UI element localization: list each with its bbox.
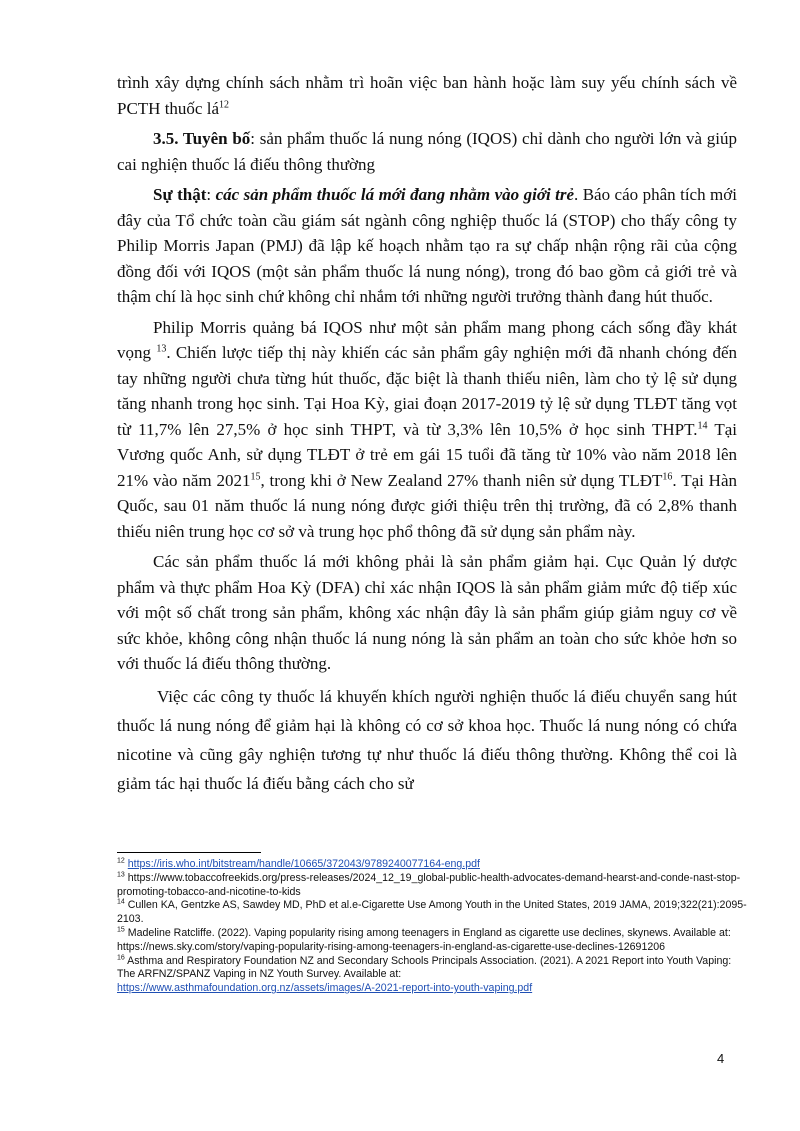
paragraph-6: Việc các công ty thuốc lá khuyến khích người nghiện thuốc lá điếu chuyển sang hút thuốc lá nung nóng để giảm hại là không có cơ sở khoa học. Thuốc lá nung nóng có chứa nicotine và cũng gây nghiện tương tự như thuốc lá điếu thông thường. Không thể coi là giảm tác hại thuốc lá điếu bằng cách cho sử [117, 686, 737, 793]
footnote-ref-15[interactable]: 15 [250, 470, 261, 482]
fact-label: Sự thật [153, 185, 207, 204]
footnote-ref-13[interactable]: 13 [156, 343, 167, 355]
footnote-text: Madeline Ratcliffe. (2022). Vaping popularity rising among teenagers in England as cigarette use declines, skynews. Available at: https://news.sky.com/story/vaping-popularity-rising-among-teenagers-in-england-as-cigarette-use-declines-12691206 [117, 926, 731, 953]
footnote-14 [117, 899, 747, 927]
claim-text: : sản phẩm thuốc lá nung nóng (IQOS) chỉ dành cho người lớn và giúp cai nghiện thuốc lá điếu thông thường [117, 129, 737, 174]
page-number: 4 [717, 1051, 725, 1066]
paragraph-2 [117, 126, 737, 177]
footnote-link[interactable]: https://www.asthmafoundation.org.nz/assets/images/A-2021-report-into-youth-vaping.pdf [117, 982, 533, 995]
footnote-number: 16 [117, 954, 125, 962]
footnotes [117, 858, 747, 996]
paragraph-4-part-a: Philip Morris quảng bá IQOS như một sản phẩm mang phong cách sống đầy khát vọng [117, 317, 737, 362]
footnote-ref-12[interactable]: 12 [219, 98, 229, 110]
footnote-number: 13 [117, 871, 125, 879]
footnote-12 [117, 858, 747, 872]
paragraph-4-part-d: , trong khi ở New Zealand 27% thanh niên sử dụng TLĐT [260, 470, 663, 490]
paragraph-3 [117, 182, 737, 310]
fact-emphasis: các sản phẩm thuốc lá mới đang nhằm vào giới trẻ [215, 185, 575, 204]
footnote-ref-16[interactable]: 16 [662, 470, 673, 482]
footnote-divider [117, 852, 261, 853]
paragraph-4 [117, 315, 737, 545]
paragraph-4-part-e: . Tại Hàn Quốc, sau 01 năm thuốc lá nung nóng được giới thiệu trên thị trường, đã có 2,8% thanh thiếu niên trung học cơ sở và trung học phổ thông đã sử dụng sản phẩm này. [117, 470, 737, 541]
footnote-number: 15 [117, 926, 125, 934]
paragraph-1-text: trình xây dựng chính sách nhằm trì hoãn việc ban hành hoặc làm suy yếu chính sách về PCTH thuốc lá [117, 73, 737, 118]
footnote-text: https://www.tobaccofreekids.org/press-releases/2024_12_19_global-public-health-advocates-demand-hearst-and-conde-nast-stop-promoting-tobacco-and-nicotine-to-kids [117, 871, 741, 898]
footnote-text: Cullen KA, Gentzke AS, Sawdey MD, PhD et al.e-Cigarette Use Among Youth in the United States, 2019 JAMA, 2019;322(21):2095-2103. [117, 899, 747, 926]
paragraph-5: Các sản phẩm thuốc lá mới không phải là sản phẩm giảm hại. Cục Quản lý dược phẩm và thực phẩm Hoa Kỳ (DFA) chỉ xác nhận IQOS là sản phẩm giảm mức độ tiếp xúc với một số chất trong sản phẩm, không xác nhận đây là sản phẩm giúp giảm nguy cơ về sức khỏe, không công nhận thuốc lá nung nóng là sản phẩm an toàn cho sức khỏe hơn so với thuốc lá điếu thông thường. [117, 552, 737, 673]
paragraph-4-part-c: Tại Vương quốc Anh, sử dụng TLĐT ở trẻ em gái 15 tuổi đã tăng từ 10% vào năm 2018 lên 21% vào năm 2021 [117, 419, 737, 490]
footnote-number: 14 [117, 898, 125, 906]
footnote-15 [117, 927, 747, 955]
body-text [117, 70, 737, 803]
paragraph-4-part-b: . Chiến lược tiếp thị này khiến các sản phẩm gây nghiện mới đã nhanh chóng đến tay những người chưa từng hút thuốc, đặc biệt là thanh thiếu niên, làm cho tỷ lệ sử dụng tăng nhanh trong học sinh. Tại Hoa Kỳ, giai đoạn 2017-2019 tỷ lệ sử dụng TLĐT tăng vọt từ 11,7% lên 27,5% ở học sinh THPT, và từ 3,3% lên 10,5% ở học sinh THPT. [117, 343, 737, 439]
fact-separator: : [206, 185, 216, 204]
paragraph-1 [117, 70, 737, 121]
footnote-16 [117, 955, 747, 996]
footnote-text: Asthma and Respiratory Foundation NZ and Secondary Schools Principals Association. (2021). A 2021 Report into Youth Vaping: The ARFNZ/SPANZ Vaping in NZ Youth Survey. Available at: [117, 954, 732, 981]
footnote-ref-14[interactable]: 14 [697, 419, 708, 431]
claim-heading: 3.5. Tuyên bố [153, 129, 251, 148]
footnote-13 [117, 872, 747, 900]
footnote-link[interactable]: https://iris.who.int/bitstream/handle/10665/372043/9789240077164-eng.pdf [127, 858, 480, 870]
fact-text: . Báo cáo phân tích mới đây của Tổ chức toàn cầu giám sát ngành công nghiệp thuốc lá (STOP) cho thấy công ty Philip Morris Japan (PMJ) đã lập kế hoạch nhằm tạo ra sự chấp nhận rộng rãi của cộng đồng đối với IQOS (một sản phẩm thuốc lá nung nóng), trong đó bao gồm cả giới trẻ và thậm chí là học sinh chứ không chỉ nhắm tới những người trưởng thành đang hút thuốc. [117, 185, 737, 306]
footnote-number: 12 [117, 857, 125, 865]
